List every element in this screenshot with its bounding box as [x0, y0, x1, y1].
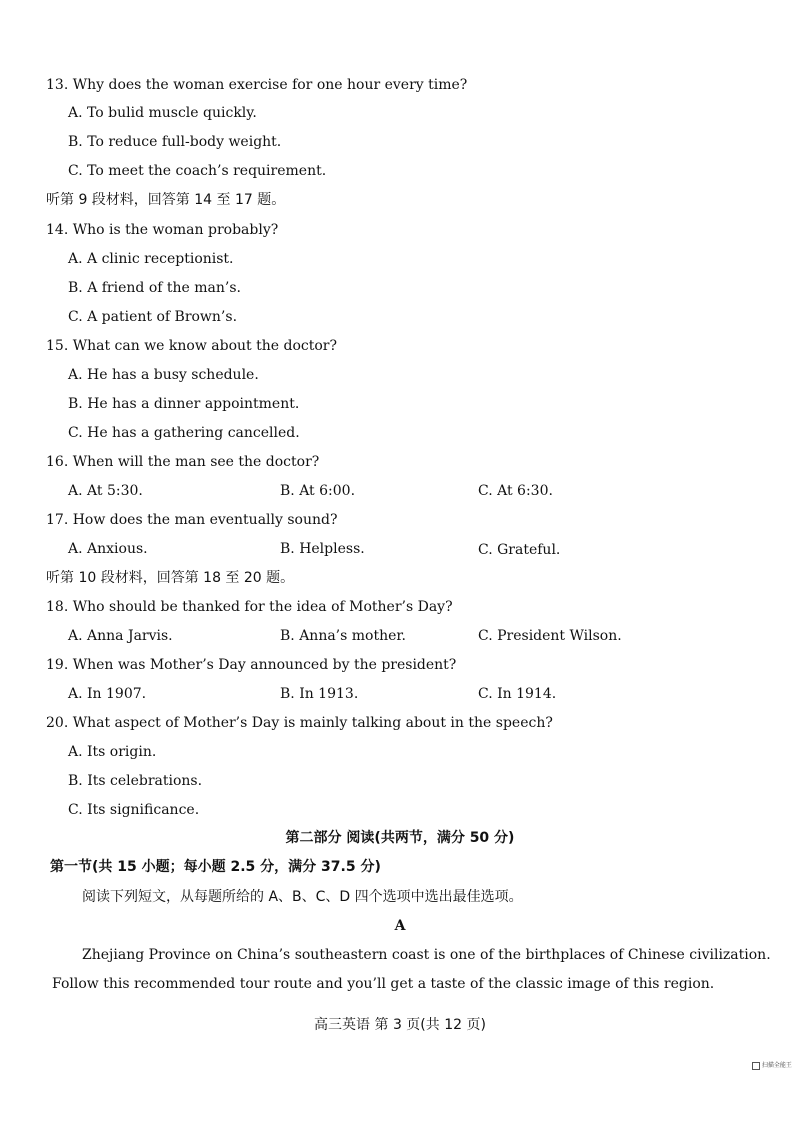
watermark-label: 扫描全能王 [761, 1062, 792, 1069]
question-15-stem: 15. What can we know about the doctor? [46, 338, 337, 354]
scanner-watermark [752, 1060, 792, 1070]
question-14-option-a: A. A clinic receptionist. [68, 251, 234, 267]
question-17-stem: 17. How does the man eventually sound? [46, 512, 338, 528]
question-17-option-c: C. Grateful. [478, 542, 561, 558]
question-14-option-c: C. A patient of Brown’s. [68, 309, 238, 325]
question-19-option-c: C. In 1914. [478, 686, 557, 702]
question-13-option-b: B. To reduce full-body weight. [68, 134, 282, 150]
question-20-option-b: B. Its celebrations. [68, 773, 203, 789]
question-16-option-c: C. At 6:30. [478, 483, 553, 499]
question-13-option-c: C. To meet the coach’s requirement. [68, 163, 327, 179]
passage-line-1: Zhejiang Province on China’s southeastern coast is one of the birthplaces of Chinese civilization. [82, 947, 771, 963]
section-9-instruction: 听第 9 段材料，回答第 14 至 17 题。 [46, 192, 286, 208]
question-20-stem: 20. What aspect of Mother’s Day is mainly talking about in the speech? [46, 715, 553, 731]
question-16-option-b: B. At 6:00. [280, 483, 356, 499]
question-20-option-c: C. Its significance. [68, 802, 200, 818]
question-17-option-b: B. Helpless. [280, 541, 365, 557]
part-2-title: 第二部分 阅读(共两节，满分 50 分) [285, 830, 515, 846]
question-14-stem: 14. Who is the woman probably? [46, 222, 279, 238]
question-17-option-a: A. Anxious. [68, 541, 148, 557]
question-20-option-a: A. Its origin. [68, 744, 157, 760]
question-18-stem: 18. Who should be thanked for the idea of Mother’s Day? [46, 599, 453, 615]
page-footer: 高三英语 第 3 页(共 12 页) [314, 1017, 486, 1033]
question-13-option-a: A. To bulid muscle quickly. [68, 105, 257, 121]
reading-instruction: 阅读下列短文，从每题所给的 A、B、C、D 四个选项中选出最佳选项。 [82, 889, 523, 905]
question-19-option-a: A. In 1907. [68, 686, 147, 702]
question-16-stem: 16. When will the man see the doctor? [46, 454, 320, 470]
question-18-option-a: A. Anna Jarvis. [68, 628, 173, 644]
question-15-option-b: B. He has a dinner appointment. [68, 396, 300, 412]
question-13-stem: 13. Why does the woman exercise for one hour every time? [46, 77, 468, 93]
passage-line-2: Follow this recommended tour route and you’ll get a taste of the classic image of this region. [52, 976, 715, 992]
section-10-instruction: 听第 10 段材料，回答第 18 至 20 题。 [46, 570, 295, 586]
question-18-option-c: C. President Wilson. [478, 628, 622, 644]
question-18-option-b: B. Anna’s mother. [280, 628, 406, 644]
question-16-option-a: A. At 5:30. [68, 483, 143, 499]
question-19-option-b: B. In 1913. [280, 686, 359, 702]
question-14-option-b: B. A friend of the man’s. [68, 280, 241, 296]
question-15-option-a: A. He has a busy schedule. [68, 367, 259, 383]
question-15-option-c: C. He has a gathering cancelled. [68, 425, 300, 441]
section-1-heading: 第一节(共 15 小题；每小题 2.5 分，满分 37.5 分) [50, 859, 381, 875]
passage-label: A [394, 918, 406, 934]
question-19-stem: 19. When was Mother’s Day announced by the president? [46, 657, 457, 673]
watermark-icon [752, 1062, 760, 1070]
